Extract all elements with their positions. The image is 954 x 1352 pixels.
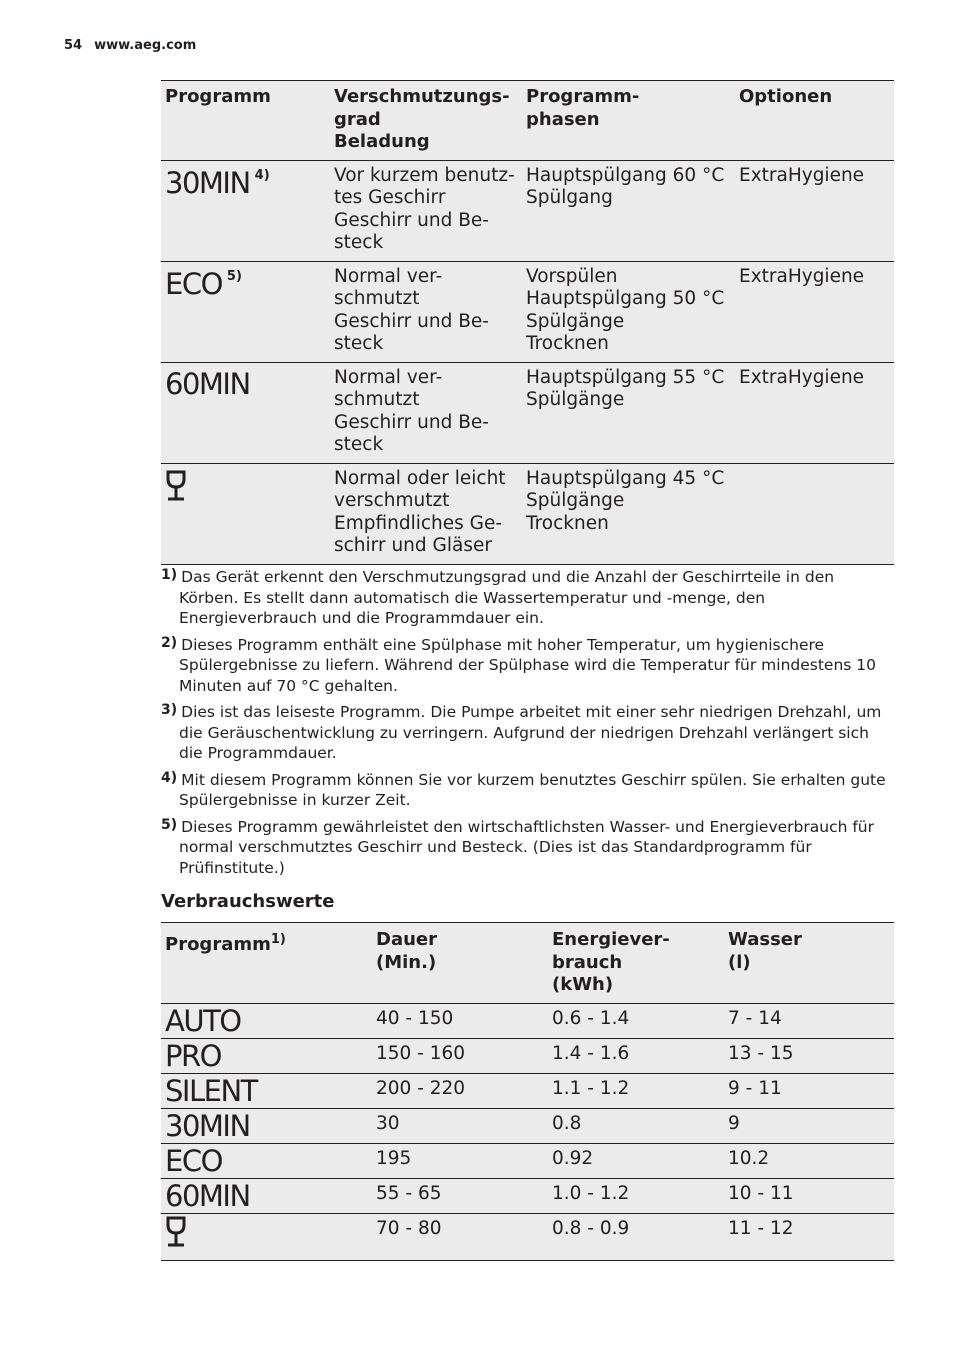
program-cell [161,463,330,564]
phases-cell: Hauptspülgang 60 °C Spülgang [522,160,735,261]
footnote-text: Dieses Programm gewährleistet den wirtschaftlichsten Wasser- und Energieverbrauch für normal verschmutztes Geschirr und Besteck. (Dies ist das Standardprogramm für Prüfinstitute.) [179,817,874,877]
table-row [161,463,894,564]
duration-cell: 30 [372,1108,548,1143]
footnote [161,815,891,879]
duration-cell: 55 - 65 [372,1178,548,1213]
options-cell: ExtraHygiene [735,362,894,463]
table-row [161,1178,894,1213]
footnote-ref: 1) [270,932,286,947]
energy-cell: 0.92 [548,1143,724,1178]
col-header-water: Wasser (l) [724,923,894,1004]
soiling-cell: Vor kurzem benutz- tes Geschirr Geschirr und Be- steck [330,160,522,261]
footnote-number: 3) [161,702,178,718]
program-symbol: 30MIN [165,165,250,200]
program-symbol: 30MIN [165,1108,250,1143]
water-cell: 13 - 15 [724,1038,894,1073]
energy-cell: 1.1 - 1.2 [548,1073,724,1108]
water-cell: 9 [724,1108,894,1143]
soiling-cell: Normal ver- schmutzt Geschirr und Be- steck [330,261,522,362]
duration-cell: 70 - 80 [372,1213,548,1260]
table-row [161,1038,894,1073]
program-symbol: AUTO [165,1003,241,1038]
options-cell: ExtraHygiene [735,261,894,362]
table-row [161,1143,894,1178]
table-row [161,1213,894,1260]
footnote [161,700,891,764]
consumption-table-header [161,923,894,1004]
water-cell: 7 - 14 [724,1003,894,1038]
footnote-text: Dieses Programm enthält eine Spülphase mit hoher Temperatur, um hygienischere Spülergebnisse zu liefern. Während der Spülphase wird die Temperatur für mindestens 10 Minuten auf 70 °C gehalten. [179,635,877,695]
consumption-table [161,922,894,1261]
program-symbol: SILENT [165,1073,257,1108]
footnote [161,768,891,811]
options-cell [735,463,894,564]
program-cell [161,1003,372,1038]
wine-glass-icon [165,470,187,502]
col-header-options: Optionen [735,81,894,161]
table-row [161,1108,894,1143]
soiling-cell: Normal oder leicht verschmutzt Empfindliches Ge- schirr und Gläser [330,463,522,564]
header-url: www.aeg.com [94,38,197,53]
soiling-cell: Normal ver- schmutzt Geschirr und Be- steck [330,362,522,463]
footnote-number: 4) [161,769,178,786]
energy-cell: 0.8 [548,1108,724,1143]
col-header-duration: Dauer (Min.) [372,923,548,1004]
program-cell [161,261,330,362]
program-symbol: 60MIN [165,366,250,401]
program-cell [161,1143,372,1178]
phases-cell: Vorspülen Hauptspülgang 50 °C Spülgänge Trocknen [522,261,735,362]
table-row [161,261,894,362]
table-row [161,362,894,463]
col-header-program-label: Programm [165,934,271,955]
water-cell: 10 - 11 [724,1178,894,1213]
footnote-ref: 5) [226,268,242,284]
footnote-number: 2) [161,634,178,651]
water-cell: 10.2 [724,1143,894,1178]
col-header-soiling: Verschmutzungs- grad Beladung [330,81,522,161]
energy-cell: 1.0 - 1.2 [548,1178,724,1213]
section-heading: Verbrauchswerte [161,891,335,912]
page-header [64,38,196,53]
col-header-program [161,923,372,1004]
col-header-phases: Programm- phasen [522,81,735,161]
duration-cell: 40 - 150 [372,1003,548,1038]
program-symbol: ECO [165,266,222,301]
program-cell [161,362,330,463]
program-cell [161,1213,372,1260]
wine-glass-icon [165,1216,187,1248]
footnote [161,633,891,697]
program-cell [161,1178,372,1213]
col-header-program: Programm [161,81,330,161]
program-symbol: PRO [165,1038,221,1073]
energy-cell: 0.8 - 0.9 [548,1213,724,1260]
footnote-text: Das Gerät erkennt den Verschmutzungsgrad und die Anzahl der Geschirrteile in den Körben. Es stellt dann automatisch die Wassertemperatur und -menge, den Energieverbrauch und die Programmdauer ein. [179,568,835,627]
program-symbol: 60MIN [165,1178,250,1213]
water-cell: 9 - 11 [724,1073,894,1108]
duration-cell: 195 [372,1143,548,1178]
phases-cell: Hauptspülgang 45 °C Spülgänge Trocknen [522,463,735,564]
footnote-text: Mit diesem Programm können Sie vor kurzem benutztes Geschirr spülen. Sie erhalten gute Spülergebnisse in kurzer Zeit. [179,770,886,809]
program-cell [161,160,330,261]
table-row [161,1003,894,1038]
col-header-energy: Energiever- brauch (kWh) [548,923,724,1004]
program-table-header [161,81,894,161]
footnotes [161,565,891,882]
duration-cell: 150 - 160 [372,1038,548,1073]
program-cell [161,1038,372,1073]
energy-cell: 1.4 - 1.6 [548,1038,724,1073]
duration-cell: 200 - 220 [372,1073,548,1108]
options-cell: ExtraHygiene [735,160,894,261]
program-symbol: ECO [165,1143,222,1178]
program-cell [161,1073,372,1108]
program-table [161,80,894,565]
footnote-text: Dies ist das leiseste Programm. Die Pumpe arbeitet mit einer sehr niedrigen Drehzahl, um die Geräuschentwicklung zu verringern. Aufgrund der niedrigen Drehzahl verlängert sich die Programmdauer. [179,703,882,762]
phases-cell: Hauptspülgang 55 °C Spülgänge [522,362,735,463]
table-row [161,1073,894,1108]
program-cell [161,1108,372,1143]
table-row [161,160,894,261]
footnote [161,565,891,629]
water-cell: 11 - 12 [724,1213,894,1260]
footnote-ref: 4) [254,167,270,183]
energy-cell: 0.6 - 1.4 [548,1003,724,1038]
footnote-number: 1) [161,567,178,583]
footnote-number: 5) [161,816,178,833]
page-number: 54 [64,38,83,53]
